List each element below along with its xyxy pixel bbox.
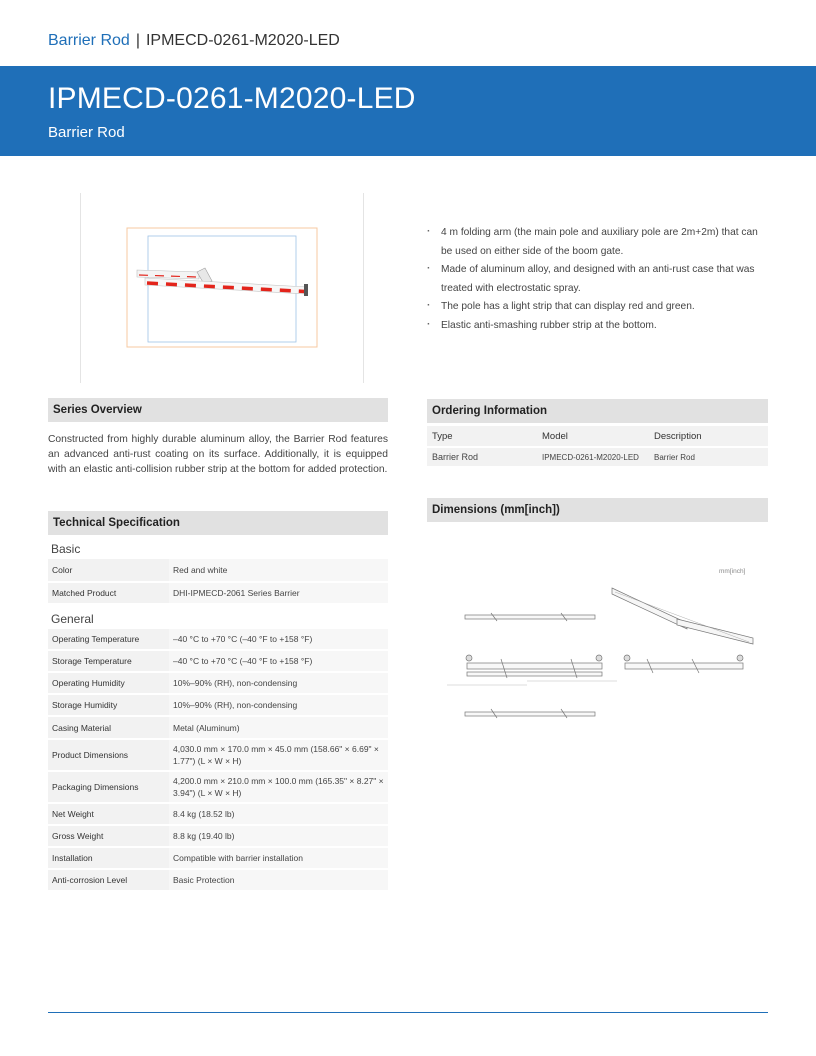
barrier-rod-illustration (81, 193, 365, 383)
header-separator: | (135, 32, 140, 49)
table-row (48, 695, 388, 717)
dimensions-heading: Dimensions (mm[inch]) (427, 498, 768, 522)
spec-key: Storage Humidity (48, 695, 169, 717)
spec-key: Installation (48, 848, 169, 870)
table-row (48, 826, 388, 848)
order-model: IPMECD-0261-M2020-LED (537, 448, 649, 468)
spec-value: 8.8 kg (19.40 lb) (169, 826, 388, 848)
spec-key: Gross Weight (48, 826, 169, 848)
spec-table-basic (48, 559, 388, 605)
ordering-table (427, 426, 768, 468)
feature-item: · 4 m folding arm (the main pole and auxiliary pole are 2m+2m) that can be used on either side of the boom gate. (427, 224, 767, 261)
spec-value: 8.4 kg (18.52 lb) (169, 804, 388, 826)
table-row (48, 717, 388, 740)
spec-value: Metal (Aluminum) (169, 717, 388, 740)
top-header (48, 32, 340, 50)
series-overview-heading: Series Overview (48, 398, 388, 422)
spec-value: Basic Protection (169, 870, 388, 892)
spec-value: 10%–90% (RH), non-condensing (169, 695, 388, 717)
bottom-divider (48, 1012, 768, 1013)
spec-value: –40 °C to +70 °C (–40 °F to +158 °F) (169, 629, 388, 651)
page-title: IPMECD-0261-M2020-LED (48, 82, 416, 115)
table-row (48, 848, 388, 870)
spec-key: Operating Humidity (48, 673, 169, 695)
table-row (427, 448, 768, 468)
spec-key: Net Weight (48, 804, 169, 826)
table-row (48, 559, 388, 583)
page-subtitle: Barrier Rod (48, 124, 125, 141)
table-row (48, 673, 388, 695)
spec-value: 4,200.0 mm × 210.0 mm × 100.0 mm (165.35" × 8.27" × 3.94") (L × W × H) (169, 772, 388, 804)
spec-key: Color (48, 559, 169, 583)
spec-value: DHI-IPMECD-2061 Series Barrier (169, 583, 388, 605)
feature-item: · Made of aluminum alloy, and designed with an anti-rust case that was treated with electrostatic spray. (427, 261, 767, 298)
tech-spec-heading: Technical Specification (48, 511, 388, 535)
spec-key: Casing Material (48, 717, 169, 740)
spec-value: Compatible with barrier installation (169, 848, 388, 870)
spec-key: Packaging Dimensions (48, 772, 169, 804)
order-description: Barrier Rod (649, 448, 768, 468)
title-banner (0, 66, 816, 156)
table-row (48, 629, 388, 651)
technical-drawing (427, 545, 768, 725)
feature-list (427, 224, 767, 335)
spec-value: –40 °C to +70 °C (–40 °F to +158 °F) (169, 651, 388, 673)
column-header: Description (649, 426, 768, 448)
table-row (48, 651, 388, 673)
table-row (48, 772, 388, 804)
spec-key: Storage Temperature (48, 651, 169, 673)
spec-key: Anti-corrosion Level (48, 870, 169, 892)
category-label: Barrier Rod (48, 32, 130, 49)
spec-value: 4,030.0 mm × 170.0 mm × 45.0 mm (158.66" × 6.69" × 1.77") (L × W × H) (169, 740, 388, 772)
series-overview-text: Constructed from highly durable aluminum alloy, the Barrier Rod features an advanced anti-rust coating on its surface. Additionally, it is equipped with an elastic anti-collision rubber strip at the bottom for added protection. (48, 434, 388, 475)
dimension-drawing (427, 545, 768, 725)
spec-key: Operating Temperature (48, 629, 169, 651)
spec-group-basic: Basic (51, 542, 81, 556)
column-header: Type (427, 426, 537, 448)
header-model: IPMECD-0261-M2020-LED (145, 32, 340, 49)
product-image (80, 193, 364, 383)
spec-key: Matched Product (48, 583, 169, 605)
column-header: Model (537, 426, 649, 448)
feature-item: · Elastic anti-smashing rubber strip at the bottom. (427, 317, 767, 336)
unit-label: mm[inch] (719, 568, 746, 575)
order-type: Barrier Rod (427, 448, 537, 468)
table-header-row (427, 426, 768, 448)
table-row (48, 740, 388, 772)
table-row (48, 583, 388, 605)
spec-group-general: General (51, 612, 94, 626)
table-row (48, 804, 388, 826)
spec-table-general (48, 629, 388, 892)
spec-value: 10%–90% (RH), non-condensing (169, 673, 388, 695)
feature-item: · The pole has a light strip that can display red and green. (427, 298, 767, 317)
spec-value: Red and white (169, 559, 388, 583)
table-row (48, 870, 388, 892)
spec-key: Product Dimensions (48, 740, 169, 772)
ordering-heading: Ordering Information (427, 399, 768, 423)
